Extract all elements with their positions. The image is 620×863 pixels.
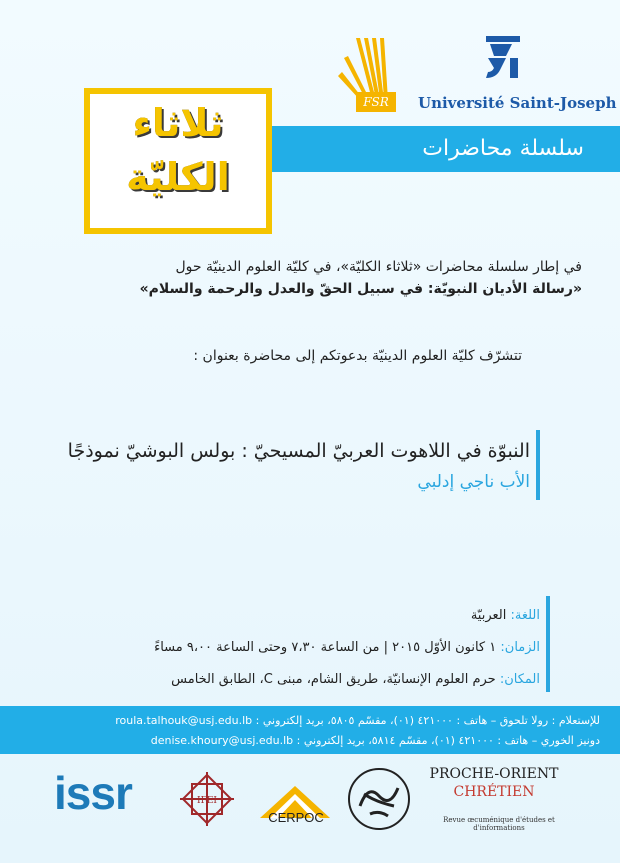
lecture-block [6,436,530,498]
calligraphy-seal-logo [346,766,412,832]
partner-logos [0,760,620,850]
issr-logo: issr [54,767,132,819]
series-badge-text [84,96,272,204]
badge-line-1: ثلاثاء [132,101,224,145]
badge-line-2: الكليّة [126,155,230,199]
poc-logo-tagline: Revue œcuménique d'études et d'informations [443,816,555,832]
fsr-label: FSR [356,92,396,112]
svg-text:IFEI: IFEI [197,796,217,806]
usj-logo-icon [476,34,528,86]
ifei-logo [176,768,238,830]
details-accent-bar [546,596,550,692]
cerpoc-logo [258,774,332,834]
contact-line-2: دونيز الخوري – هاتف : ٤٢١٠٠٠ (٠١)، مقسّم ٥٨١٤، بريد إلكتروني : denise.khoury@usj.edu.lb [150,734,600,747]
contact-line-1: للإستعلام : رولا تلحوق – هاتف : ٤٢١٠٠٠ (٠١)، مقسّم ٥٨٠٥، بريد إلكتروني : roula.talhouk@usj.edu.lb [115,714,600,727]
header-logos [336,30,617,120]
lecture-speaker: الأب ناجي إدلبي [417,472,530,492]
university-name: Université Saint-Joseph [418,94,617,112]
intro-text [40,256,582,300]
poc-logo-line-2: CHRÉTIEN [453,784,535,800]
lecture-title: النبوّة في اللاهوت العربيّ المسيحيّ : بولس البوشيّ نموذجًا [67,440,530,462]
contact-band [0,706,620,754]
intro-line-2: «رسالة الأديان النبويّة: في سبيل الحقّ والعدل والرحمة والسلام» [139,281,582,297]
lecture-accent-bar [536,430,540,500]
time-row: الزمان: ١ كانون الأوّل ٢٠١٥ | من الساعة ٧،٣٠ وحتى الساعة ٩،٠٠ مساءً [154,640,540,655]
event-details [40,600,540,696]
poc-logo-line-1: PROCHE-ORIENT [429,766,559,782]
place-row: المكان: حرم العلوم الإنسانيّة، طريق الشام، مبنى C، الطابق الخامس [171,672,540,687]
invitation-text: تتشرّف كليّة العلوم الدينيّة بدعوتكم إلى محاضرة بعنوان : [193,348,522,364]
cerpoc-label: CERPOC [268,810,324,825]
language-row: اللغة: العربيّة [470,608,540,623]
series-title: سلسلة محاضرات [422,136,584,161]
intro-line-1: في إطار سلسلة محاضرات «ثلاثاء الكليّة»، في كليّة العلوم الدينيّة حول [175,259,582,275]
